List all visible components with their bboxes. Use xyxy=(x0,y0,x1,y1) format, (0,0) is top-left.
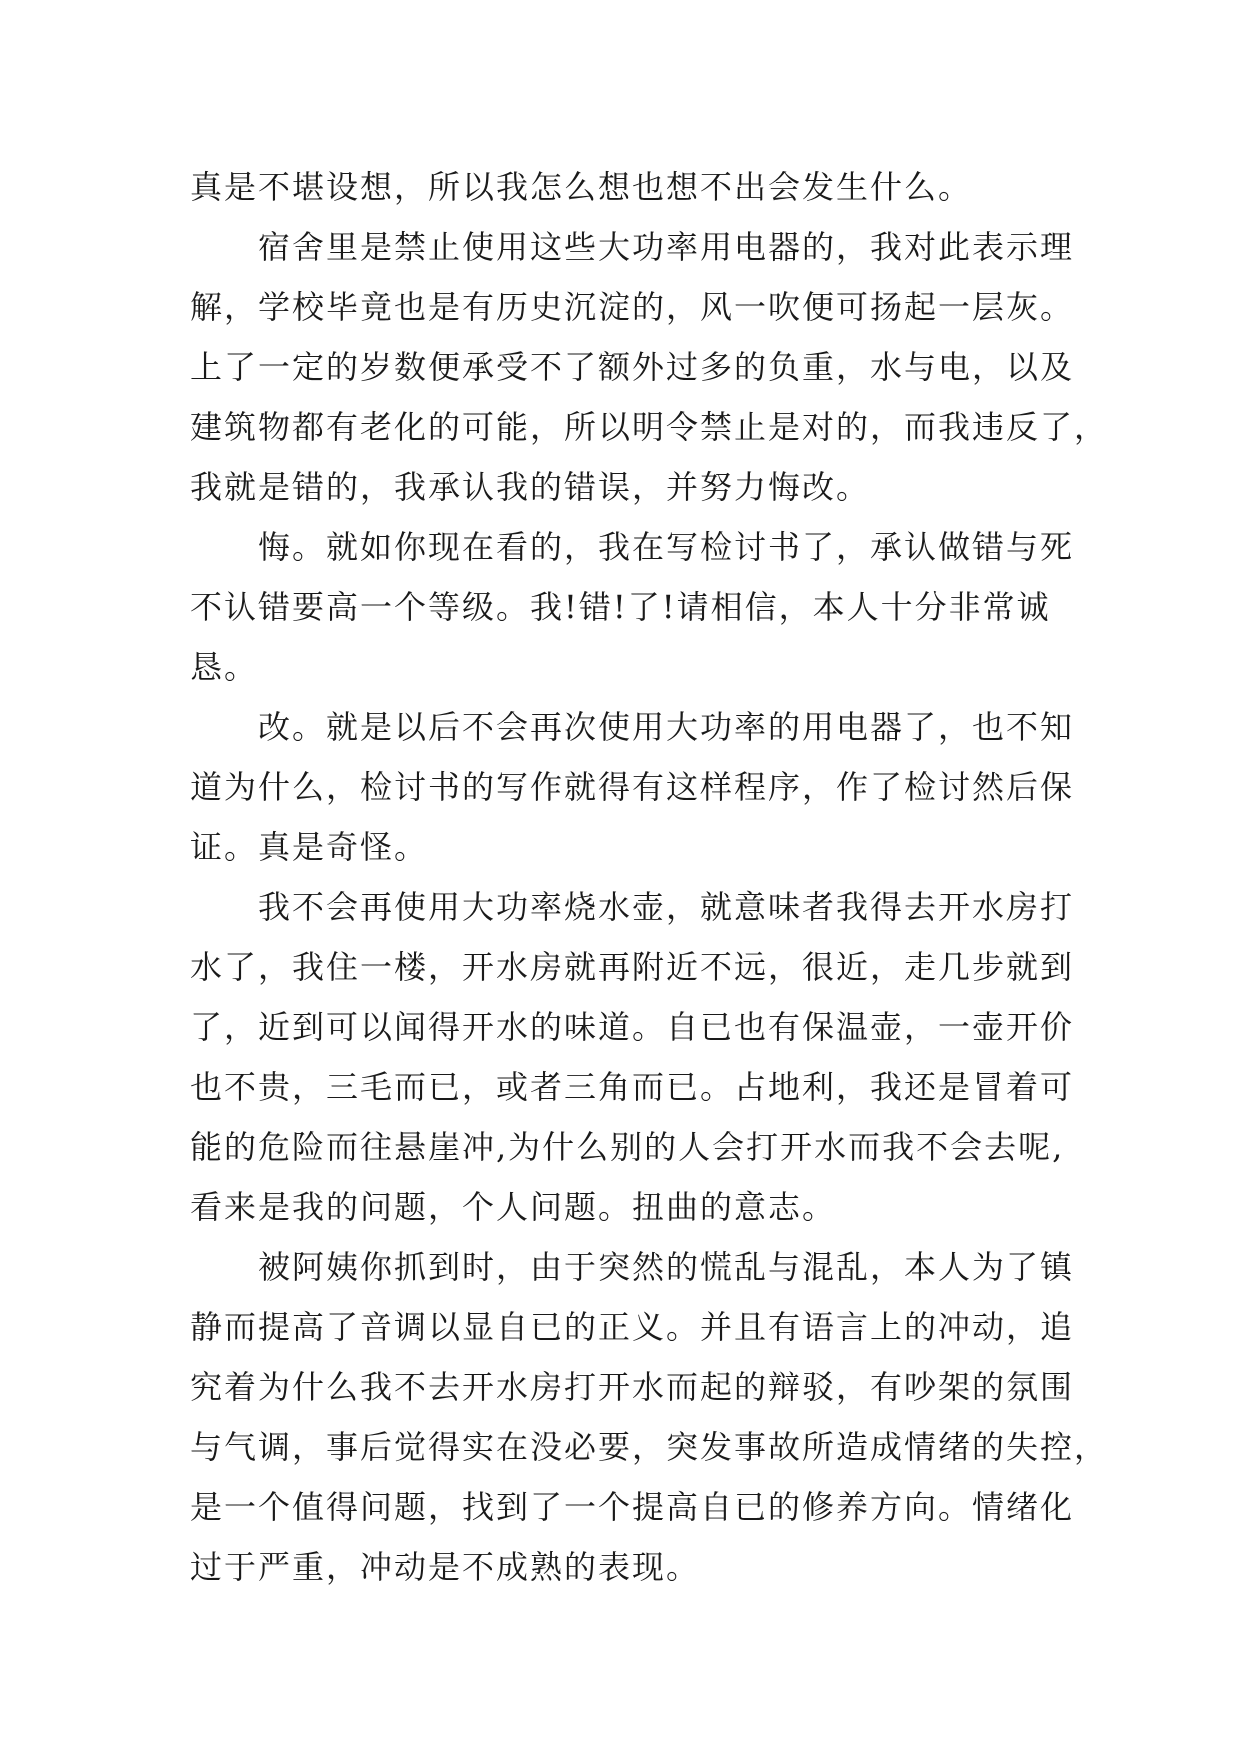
text-line: 宿舍里是禁止使用这些大功率用电器的，我对此表示理 xyxy=(258,228,1075,266)
text-line: 我就是错的，我承认我的错误，并努力悔改。 xyxy=(190,468,871,506)
text-line: 上了一定的岁数便承受不了额外过多的负重，水与电，以及 xyxy=(190,348,1075,386)
text-line: 是一个值得问题，找到了一个提高自已的修养方向。情绪化 xyxy=(190,1488,1075,1526)
text-line: 真是不堪设想，所以我怎么想也想不出会发生什么。 xyxy=(190,168,973,206)
text-line: 我不会再使用大功率烧水壶，就意味者我得去开水房打 xyxy=(258,888,1075,926)
text-line: 解，学校毕竟也是有历史沉淀的，风一吹便可扬起一层灰。 xyxy=(190,288,1075,326)
text-line: 改。就是以后不会再次使用大功率的用电器了，也不知 xyxy=(258,708,1075,746)
text-line: 被阿姨你抓到时，由于突然的慌乱与混乱，本人为了镇 xyxy=(258,1248,1075,1286)
text-line: 过于严重，冲动是不成熟的表现。 xyxy=(190,1548,701,1586)
text-line: 恳。 xyxy=(190,648,259,686)
text-line: 静而提高了音调以显自已的正义。并且有语言上的冲动，追 xyxy=(190,1308,1075,1346)
document-body xyxy=(190,157,1109,1597)
text-line: 建筑物都有老化的可能，所以明令禁止是对的，而我违反了， xyxy=(190,408,1109,446)
text-line: 也不贵，三毛而已，或者三角而已。占地利，我还是冒着可 xyxy=(190,1068,1075,1106)
text-line: 究着为什么我不去开水房打开水而起的辩驳，有吵架的氛围 xyxy=(190,1368,1075,1406)
text-line: 道为什么，检讨书的写作就得有这样程序，作了检讨然后保 xyxy=(190,768,1075,806)
text-line: 证。真是奇怪。 xyxy=(190,828,429,866)
text-line: 悔。就如你现在看的，我在写检讨书了，承认做错与死 xyxy=(258,528,1075,566)
text-line: 水了，我住一楼，开水房就再附近不远，很近，走几步就到 xyxy=(190,948,1075,986)
text-line: 能的危险而往悬崖冲,为什么别的人会打开水而我不会去呢, xyxy=(190,1128,1065,1166)
text-line: 看来是我的问题，个人问题。扭曲的意志。 xyxy=(190,1188,837,1226)
text-line: 了，近到可以闻得开水的味道。自已也有保温壶，一壶开价 xyxy=(190,1008,1075,1046)
text-line: 与气调，事后觉得实在没必要，突发事故所造成情绪的失控， xyxy=(190,1428,1109,1466)
text-line: 不认错要高一个等级。我!错!了!请相信，本人十分非常诚 xyxy=(190,588,1051,626)
